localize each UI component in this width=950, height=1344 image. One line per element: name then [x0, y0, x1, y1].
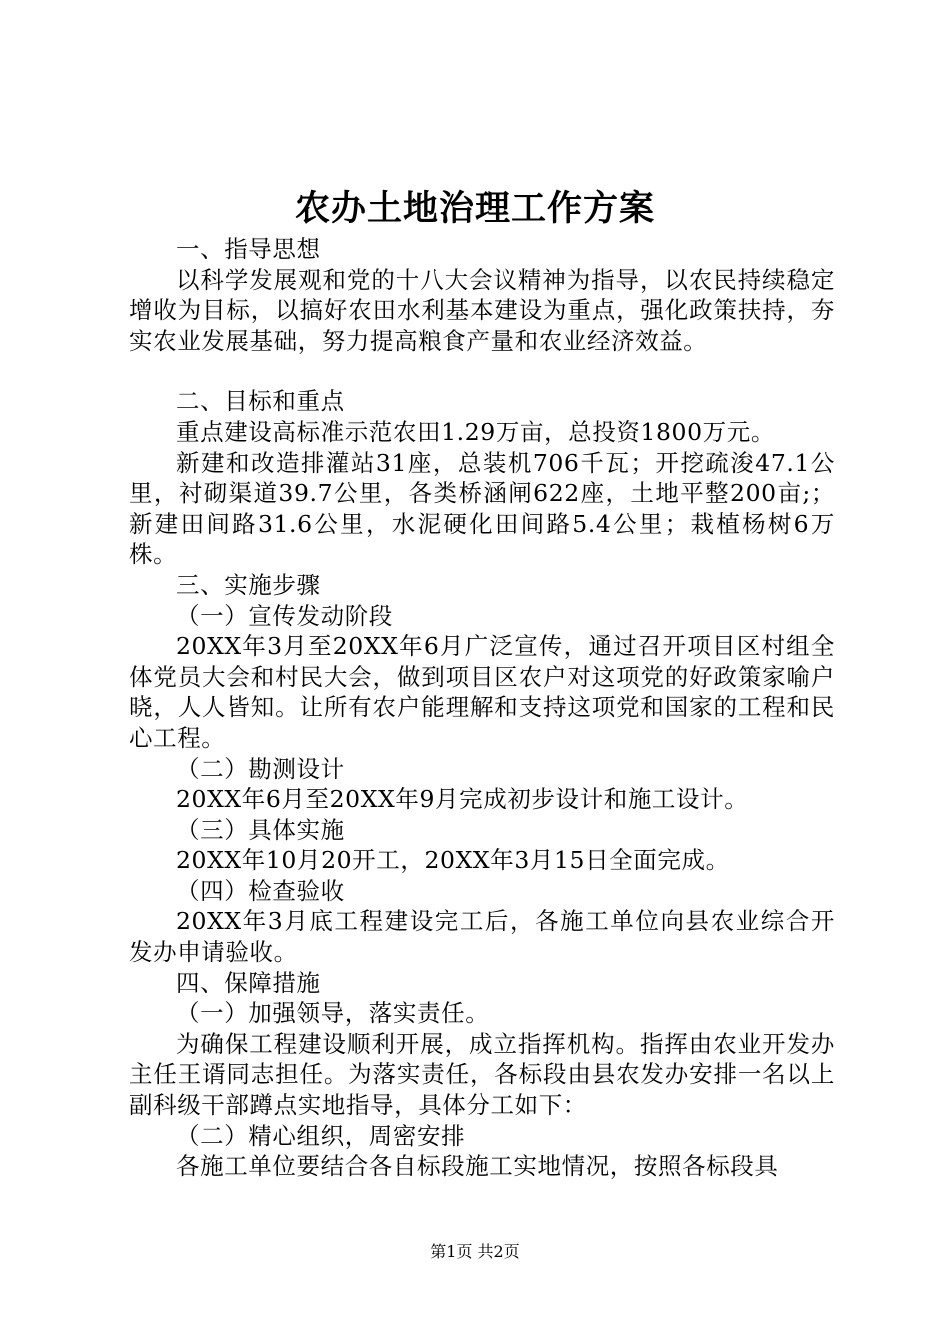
subheading-implementation: （三）具体实施: [176, 815, 345, 844]
section-heading-goals: 二、目标和重点: [176, 387, 345, 416]
paragraph-leadership: 为确保工程建设顺利开展，成立指挥机构。指挥由农业开发办主任王谞同志担任。为落实责任，各标段由县农发办安排一名以上副科级干部蹲点实地指导，具体分工如下：: [129, 1029, 835, 1120]
paragraph-inspection: 20XX年3月底工程建设完工后，各施工单位向县农业综合开发办申请验收。: [129, 907, 835, 967]
document-title: 农办土地治理工作方案: [294, 188, 655, 229]
subheading-survey-design: （二）勘测设计: [176, 754, 345, 783]
subheading-leadership: （一）加强领导，落实责任。: [176, 999, 490, 1028]
paragraph-goals-construction: 新建和改造排灌站31座，总装机706千瓦；开挖疏浚47.1公里，衬砌渠道39.7公里，各类桥涵闸622座，土地平整200亩;；新建田间路31.6公里，水泥硬化田间路5.4公里；栽植杨树6万株。: [129, 448, 835, 569]
paragraph-survey-design: 20XX年6月至20XX年9月完成初步设计和施工设计。: [176, 785, 749, 814]
page-footer: 第1页 共2页: [430, 1242, 520, 1261]
paragraph-implementation: 20XX年10月20开工，20XX年3月15日全面完成。: [176, 846, 730, 875]
section-heading-implementation: 三、实施步骤: [176, 570, 321, 599]
section-heading-safeguards: 四、保障措施: [176, 968, 321, 997]
subheading-organization: （二）精心组织，周密安排: [176, 1121, 466, 1150]
subheading-inspection: （四）检查验收: [176, 876, 345, 905]
paragraph-organization: 各施工单位要结合各自标段施工实地情况，按照各标段具: [176, 1152, 779, 1181]
paragraph-guiding-ideology: 以科学发展观和党的十八大会议精神为指导，以农民持续稳定增收为目标，以搞好农田水利基本建设为重点，强化政策扶持，夯实农业发展基础，努力提高粮食产量和农业经济效益。: [129, 265, 835, 355]
subheading-publicity: （一）宣传发动阶段: [176, 601, 393, 630]
section-heading-guiding-ideology: 一、指导思想: [176, 235, 321, 263]
paragraph-gap: [129, 356, 835, 386]
paragraph-publicity: 20XX年3月至20XX年6月广泛宣传，通过召开项目区村组全体党员大会和村民大会，做到项目区农户对这项党的好政策家喻户晓，人人皆知。让所有农户能理解和支持这项党和国家的工程和民心工程。: [129, 632, 835, 752]
document-body: [129, 234, 835, 1182]
paragraph-goals-investment: 重点建设高标准示范农田1.29万亩，总投资1800万元。: [176, 417, 775, 446]
